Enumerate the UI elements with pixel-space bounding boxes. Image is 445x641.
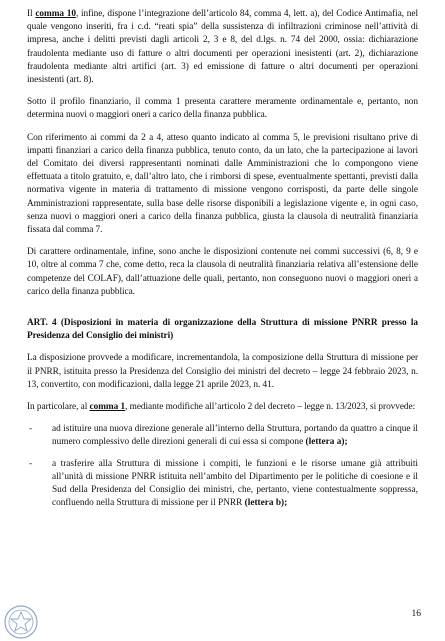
comma-10-ref: comma 10	[35, 9, 76, 19]
paragraph-carattere-ordinamentale: Di carattere ordinamentale, infine, sono anche le disposizioni contenute nei commi successivi (6, 8, 9 e 10, oltre al comma 7 che, come detto, reca la clausola di neutralità finanziaria relativa all’estensione delle competenze del COLAF), dall’attuazione delle quali, pertanto, non conseguono nuovi o maggiori oneri a carico della finanza pubblica.	[27, 247, 418, 297]
list-item	[27, 423, 418, 449]
para1-lead: Il	[27, 9, 36, 19]
emblem-logo-icon	[3, 604, 39, 640]
page-number: 16	[411, 609, 421, 619]
list-item-text: ad istituire una nuova direzione generale all’interno della Struttura, portando da quattro a cinque il numero complessivo delle direzioni generali di cui essa si compone	[52, 424, 418, 448]
list-item-letter: (lettera b);	[244, 498, 288, 509]
para6-body: , mediante modifiche all’articolo 2 del decreto – legge n. 13/2023, si provvede:	[125, 402, 416, 413]
para6-lead: In particolare, al	[27, 402, 90, 413]
list-item-letter: (lettera a);	[305, 437, 348, 448]
bullet-dash: -	[29, 458, 33, 469]
provisions-list	[27, 423, 418, 510]
list-item	[27, 458, 418, 511]
paragraph-commi-2-4: Con riferimento ai commi da 2 a 4, atteso quanto indicato al comma 5, le previsioni risultano prive di impatti finanziari a carico della finanza pubblica, tenuto conto, da un lato, che la partecipazione ai lavori del Comitato dei diversi rappresentanti nominati dalle Amministrazioni che lo compongono viene effettuata a titolo gratuito, e, dall’altro lato, che i rimborsi di spese, eventualmente spettanti, previsti dalla normativa vigente in materia di trattamento di missione vengono corrisposti, da parte delle singole Amministrazioni rappresentate, sulla base delle risorse disponibili a legislazione vigente e, in ogni caso, senza nuovi o maggiori oneri a carico della finanza pubblica, giusta la clausola di neutralità finanziaria fissata dal comma 7.	[27, 132, 418, 236]
document-page	[27, 8, 418, 519]
list-item-text: a trasferire alla Struttura di missione i compiti, le funzioni e le risorse umane già attribuiti all’unità di missione PNRR istituita nell’ambito del Dipartimento per le politiche di coesione e il Sud della Presidenza del Consiglio dei ministri, che, pertanto, viene contestualmente soppressa, confluendo nella Struttura di missione per il PNRR	[52, 458, 418, 509]
paragraph-in-particolare	[27, 401, 418, 414]
bullet-dash: -	[29, 424, 33, 435]
para1-body: , infine, dispone l’integrazione dell’articolo 84, comma 4, lett. a), del Codice Antimafia, nel quale vengono inseriti, fra i c.d. “reati spia” della sussistenza di infiltrazioni criminose nell’attività di impresa, anche i delitti previsti dagli articoli 2, 3 e 8, del d.lgs. n. 74 del 2000, ossia: dichiarazione fraudolenta mediante uso di fatture o altri documenti per operazioni inesistenti (art. 2), dichiarazione fraudolenta mediante altri artifici (art. 3) ed emissione di fatture o altri documenti per operazioni inesistenti (art. 8).	[27, 9, 419, 86]
paragraph-profilo-finanziario: Sotto il profilo finanziario, il comma 1 presenta carattere meramente ordinamentale e, pertanto, non determina nuovi o maggiori oneri a carico della finanza pubblica.	[27, 97, 418, 121]
paragraph-comma-10	[27, 8, 418, 87]
paragraph-struttura-missione: La disposizione provvede a modificare, incrementandola, la composizione della Struttura di missione per il PNRR, istituita presso la Presidenza del Consiglio dei ministri del decreto – legge 24 febbraio 2023, n. 13, convertito, con modificazioni, dalla legge 21 aprile 2023, n. 41.	[27, 353, 418, 390]
article-4-heading: ART. 4 (Disposizioni in materia di organizzazione della Struttura di missione PNRR presso la Presidenza del Consiglio dei ministri)	[27, 318, 418, 342]
comma-1-ref: comma 1	[89, 402, 126, 413]
